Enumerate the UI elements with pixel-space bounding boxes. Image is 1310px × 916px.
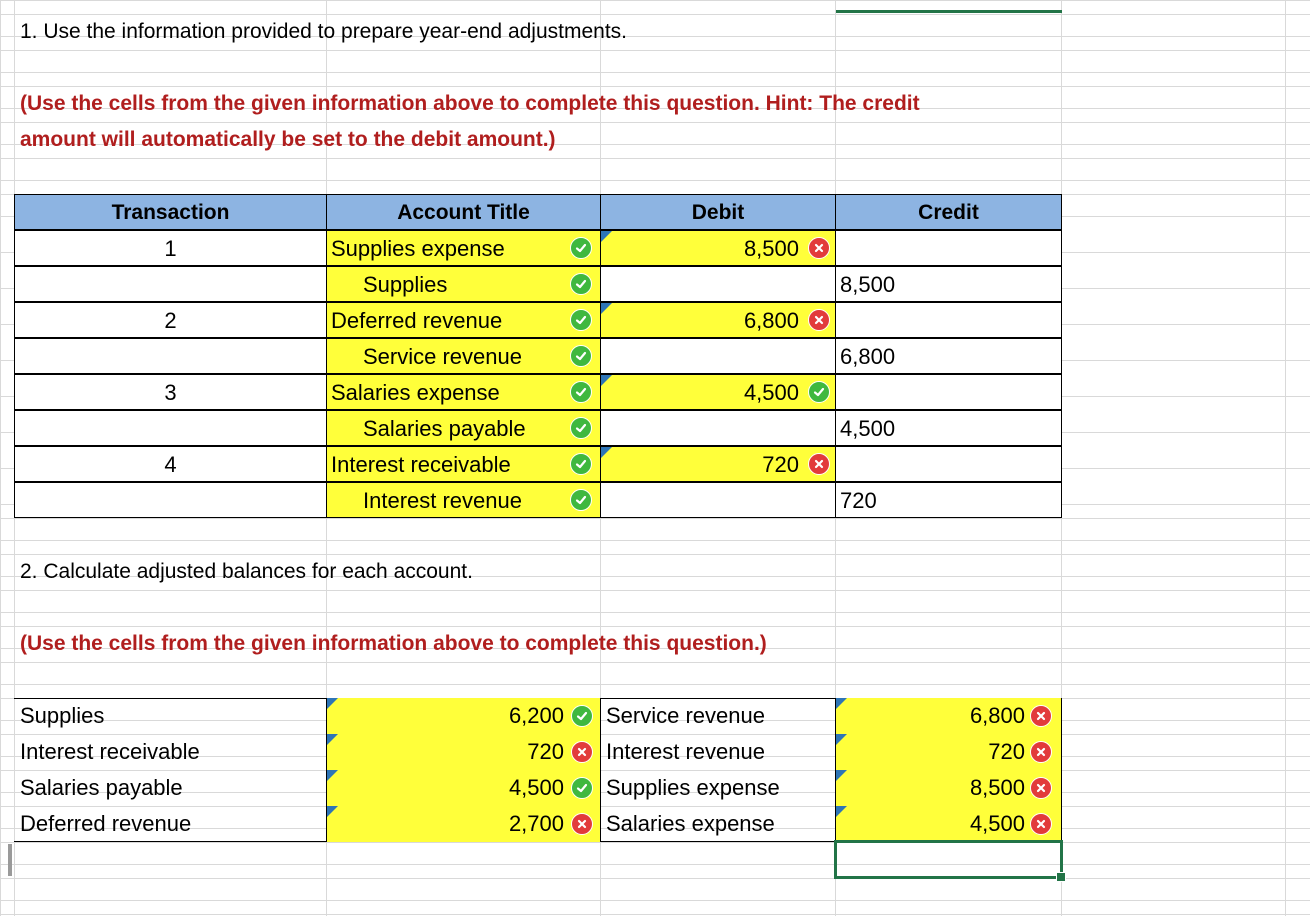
question-2-text: 2. Calculate adjusted balances for each account. — [20, 560, 473, 583]
account-title-text: Service revenue — [363, 344, 522, 369]
header-transaction: Transaction — [14, 194, 327, 230]
debit-value: 6,800 — [743, 308, 799, 333]
debit-input[interactable] — [600, 230, 836, 266]
balance-value: 720 — [527, 739, 564, 764]
row-selection-indicator — [8, 844, 12, 876]
balance-label-left: Salaries payable — [20, 775, 183, 800]
balance-value: 2,700 — [508, 811, 564, 836]
balance-value: 4,500 — [508, 775, 564, 800]
input-marker-icon — [601, 375, 612, 386]
debit-input[interactable] — [600, 374, 836, 410]
account-title-input[interactable] — [326, 266, 601, 302]
check-circle-icon — [570, 345, 592, 367]
hint-1-line-2: amount will automatically be set to the debit amount.) — [20, 128, 556, 151]
credit-cell[interactable] — [835, 446, 1062, 482]
input-marker-icon — [601, 303, 612, 314]
balance-input-left[interactable] — [326, 698, 601, 734]
check-circle-icon — [570, 489, 592, 511]
balance-input-right[interactable] — [835, 770, 1062, 806]
debit-value: 4,500 — [743, 380, 799, 405]
header-account-title: Account Title — [326, 194, 601, 230]
x-circle-icon — [571, 813, 593, 835]
account-title-text: Deferred revenue — [331, 308, 503, 333]
x-circle-icon — [1030, 705, 1052, 727]
debit-value: 720 — [762, 452, 799, 477]
column-selection-indicator — [836, 10, 1062, 13]
account-title-input[interactable] — [326, 338, 601, 374]
account-title-input[interactable] — [326, 446, 601, 482]
debit-cell[interactable] — [600, 482, 836, 518]
input-marker-icon — [836, 770, 847, 781]
balance-input-left[interactable] — [326, 770, 601, 806]
debit-input[interactable] — [600, 446, 836, 482]
transaction-number-cell[interactable]: 3 — [14, 374, 327, 410]
balance-label-right: Salaries expense — [606, 811, 775, 836]
credit-value: 6,800 — [840, 344, 896, 369]
account-title-text: Interest receivable — [331, 452, 511, 477]
credit-value: 4,500 — [840, 416, 896, 441]
balance-value: 6,800 — [969, 703, 1025, 728]
question-1-text: 1. Use the information provided to prepare year-end adjustments. — [20, 20, 628, 43]
check-circle-icon — [570, 417, 592, 439]
input-marker-icon — [327, 698, 338, 709]
balance-label-left: Interest receivable — [20, 739, 200, 764]
debit-input[interactable] — [600, 302, 836, 338]
credit-cell[interactable] — [835, 338, 1062, 374]
debit-cell[interactable] — [600, 410, 836, 446]
hint-1-line-1: (Use the cells from the given information above to complete this question. Hint: The credit — [20, 92, 920, 115]
account-title-text: Supplies — [363, 272, 448, 297]
account-title-input[interactable] — [326, 230, 601, 266]
x-circle-icon — [808, 453, 830, 475]
x-circle-icon — [1030, 813, 1052, 835]
input-marker-icon — [836, 806, 847, 817]
x-circle-icon — [808, 309, 830, 331]
check-circle-icon — [570, 453, 592, 475]
input-marker-icon — [327, 734, 338, 745]
transaction-number-cell[interactable] — [14, 410, 327, 446]
account-title-text: Salaries payable — [363, 416, 526, 441]
balance-input-left[interactable] — [326, 806, 601, 842]
balance-input-left[interactable] — [326, 734, 601, 770]
balance-label-left: Supplies — [20, 703, 105, 728]
balance-input-right[interactable] — [835, 698, 1062, 734]
balance-label-right: Interest revenue — [606, 739, 765, 764]
input-marker-icon — [601, 231, 612, 242]
credit-cell[interactable] — [835, 266, 1062, 302]
check-circle-icon — [570, 273, 592, 295]
selected-cell[interactable] — [834, 840, 1063, 879]
account-title-input[interactable] — [326, 410, 601, 446]
balance-value: 4,500 — [969, 811, 1025, 836]
balance-input-right[interactable] — [835, 806, 1062, 842]
credit-cell[interactable] — [835, 230, 1062, 266]
debit-cell[interactable] — [600, 338, 836, 374]
transaction-number-cell[interactable] — [14, 482, 327, 518]
credit-cell[interactable] — [835, 374, 1062, 410]
input-marker-icon — [836, 698, 847, 709]
credit-value: 8,500 — [840, 272, 896, 297]
fill-handle[interactable] — [1056, 872, 1066, 882]
credit-cell[interactable] — [835, 302, 1062, 338]
balance-input-right[interactable] — [835, 734, 1062, 770]
check-circle-icon — [571, 705, 593, 727]
check-circle-icon — [808, 381, 830, 403]
account-title-input[interactable] — [326, 374, 601, 410]
check-circle-icon — [571, 777, 593, 799]
transaction-number-cell[interactable] — [14, 338, 327, 374]
debit-cell[interactable] — [600, 266, 836, 302]
account-title-input[interactable] — [326, 482, 601, 518]
transaction-number-cell[interactable]: 4 — [14, 446, 327, 482]
debit-value: 8,500 — [743, 236, 799, 261]
gridline — [1285, 0, 1286, 916]
header-debit: Debit — [600, 194, 836, 230]
balance-value: 720 — [988, 739, 1025, 764]
account-title-text: Salaries expense — [331, 380, 500, 405]
balance-label-right: Service revenue — [606, 703, 765, 728]
balance-label-left: Deferred revenue — [20, 811, 192, 836]
x-circle-icon — [1030, 777, 1052, 799]
hint-2-text: (Use the cells from the given information above to complete this question.) — [20, 632, 767, 655]
balance-value: 6,200 — [508, 703, 564, 728]
check-circle-icon — [570, 381, 592, 403]
balance-value: 8,500 — [969, 775, 1025, 800]
x-circle-icon — [571, 741, 593, 763]
account-title-text: Supplies expense — [331, 236, 505, 261]
input-marker-icon — [601, 447, 612, 458]
input-marker-icon — [836, 734, 847, 745]
input-marker-icon — [327, 770, 338, 781]
x-circle-icon — [1030, 741, 1052, 763]
credit-cell[interactable] — [835, 482, 1062, 518]
check-circle-icon — [570, 309, 592, 331]
transaction-number-cell[interactable]: 1 — [14, 230, 327, 266]
balance-label-right: Supplies expense — [606, 775, 780, 800]
credit-cell[interactable] — [835, 410, 1062, 446]
input-marker-icon — [327, 806, 338, 817]
transaction-number-cell[interactable]: 2 — [14, 302, 327, 338]
account-title-text: Interest revenue — [363, 488, 522, 513]
header-credit: Credit — [835, 194, 1062, 230]
account-title-input[interactable] — [326, 302, 601, 338]
x-circle-icon — [808, 237, 830, 259]
check-circle-icon — [570, 237, 592, 259]
credit-value: 720 — [840, 488, 877, 513]
transaction-number-cell[interactable] — [14, 266, 327, 302]
